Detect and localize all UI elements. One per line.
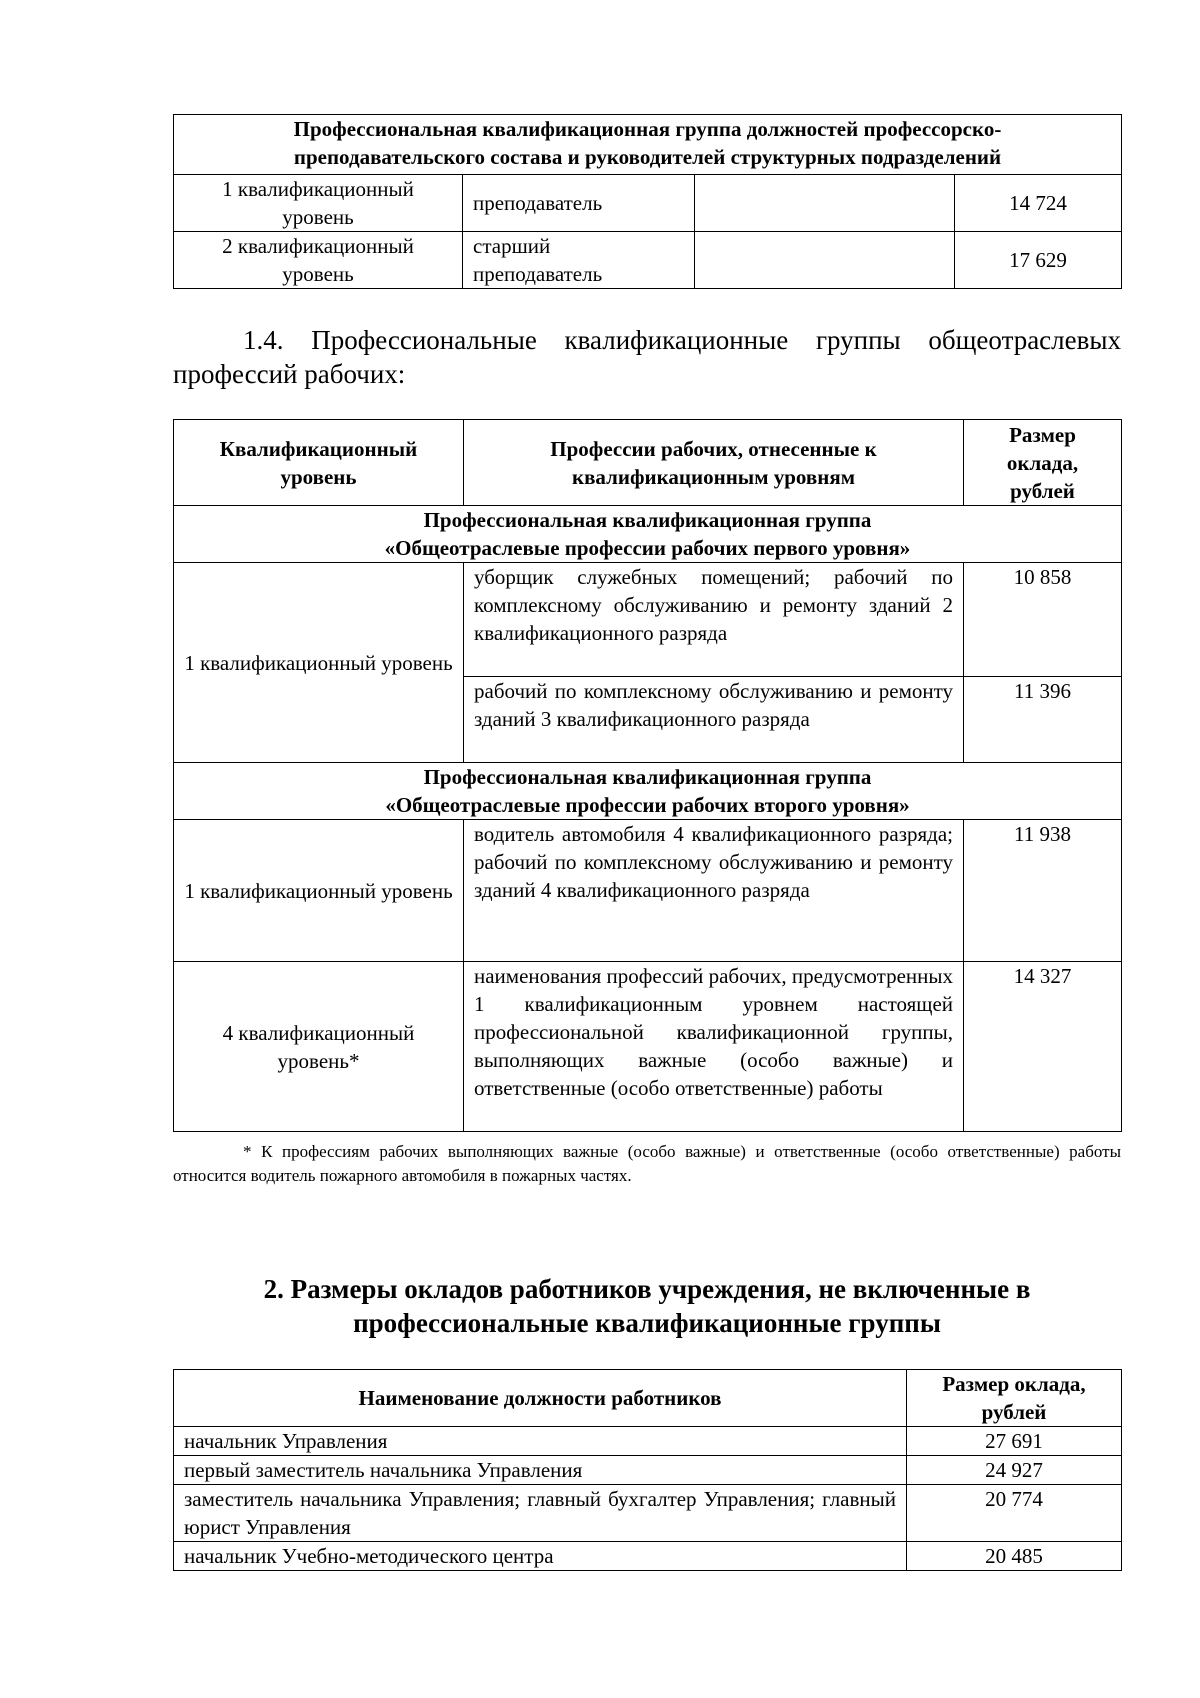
table-row (174, 175, 1122, 232)
table-row (174, 563, 1122, 677)
table-row (174, 1542, 1122, 1571)
professions-cell: рабочий по комплексному обслуживанию и ремонту зданий 3 квалификационного разряда (464, 677, 964, 763)
level-cell: 1 квалификационный уровень (174, 175, 463, 232)
table-row (174, 962, 1122, 1132)
salary-cell: 10 858 (964, 563, 1122, 677)
table-row (174, 1427, 1122, 1456)
table-worker-professions (173, 419, 1122, 1132)
footnote (173, 1140, 1121, 1188)
table-other-positions (173, 1369, 1122, 1571)
header-position: Наименование должности работников (174, 1370, 907, 1427)
salary-cell: 17 629 (955, 232, 1122, 289)
level-cell: 4 квалификационный уровень* (174, 962, 464, 1132)
level-cell: 1 квалификационный уровень (174, 820, 464, 962)
empty-cell (695, 175, 955, 232)
table-row (174, 232, 1122, 289)
salary-cell: 14 327 (964, 962, 1122, 1132)
table-header-row (174, 1370, 1122, 1427)
header-level: Квалификационный уровень (174, 420, 464, 506)
table-teaching-staff (173, 114, 1122, 289)
group-1-header-line2: «Общеотраслевые профессии рабочих первого уровня» (384, 536, 911, 560)
table-row (174, 820, 1122, 962)
professions-cell: уборщик служебных помещений; рабочий по комплексному обслуживанию и ремонту зданий 2 квалификационного разряда (464, 563, 964, 677)
table-group-header-row (174, 115, 1122, 175)
group-2-header-line2: «Общеотраслевые профессии рабочих второго уровня» (385, 793, 910, 817)
header-salary: Размер оклада, рублей (907, 1370, 1122, 1427)
table-row (174, 1456, 1122, 1485)
group-header: Профессиональная квалификационная группа должностей профессорско-преподавательского состава и руководителей структурных подразделений (174, 115, 1122, 175)
group-1-header-line1: Профессиональная квалификационная группа (423, 508, 872, 532)
header-salary: Размер оклада, рублей (964, 420, 1122, 506)
salary-cell: 11 396 (964, 677, 1122, 763)
group-header-row (174, 506, 1122, 563)
section-number: 1.4. (243, 325, 284, 355)
salary-cell: 14 724 (955, 175, 1122, 232)
salary-cell: 11 938 (964, 820, 1122, 962)
position-cell: начальник Учебно-методического центра (174, 1542, 907, 1571)
position-cell: начальник Управления (174, 1427, 907, 1456)
group-1-header (174, 506, 1122, 563)
salary-cell: 20 774 (907, 1485, 1122, 1542)
section-text: Профессиональные квалификационные группы общеотраслевых профессий рабочих: (173, 325, 1122, 389)
header-professions: Профессии рабочих, отнесенные к квалификационным уровням (464, 420, 964, 506)
empty-cell (695, 232, 955, 289)
footnote-text: * К профессиям рабочих выполняющих важные (особо важные) и ответственные (особо ответственные) работы относится водитель пожарного автомобиля в пожарных частях. (173, 1142, 1121, 1185)
table-header-row (174, 420, 1122, 506)
salary-cell: 27 691 (907, 1427, 1122, 1456)
level-cell: 1 квалификационный уровень (174, 563, 464, 763)
position-cell: преподаватель (463, 175, 695, 232)
salary-cell: 20 485 (907, 1542, 1122, 1571)
section-1-4-paragraph (173, 323, 1121, 391)
section-2-title: 2. Размеры окладов работников учреждения, не включенные в профессиональные квалификационные группы (263, 1274, 1031, 1338)
professions-cell: наименования профессий рабочих, предусмотренных 1 квалификационным уровнем настоящей профессиональной квалификационной группы, выполняющих важные (особо важные) и ответственные (особо ответственные) работы (464, 962, 964, 1132)
professions-cell: водитель автомобиля 4 квалификационного разряда; рабочий по комплексному обслуживанию и ремонту зданий 4 квалификационного разряда (464, 820, 964, 962)
group-header-row (174, 763, 1122, 820)
level-cell: 2 квалификационный уровень (174, 232, 463, 289)
position-cell: старший преподаватель (463, 232, 695, 289)
table-row (174, 1485, 1122, 1542)
salary-cell: 24 927 (907, 1456, 1122, 1485)
group-2-header (174, 763, 1122, 820)
position-cell: первый заместитель начальника Управления (174, 1456, 907, 1485)
position-cell: заместитель начальника Управления; главный бухгалтер Управления; главный юрист Управления (174, 1485, 907, 1542)
group-2-header-line1: Профессиональная квалификационная группа (423, 765, 872, 789)
